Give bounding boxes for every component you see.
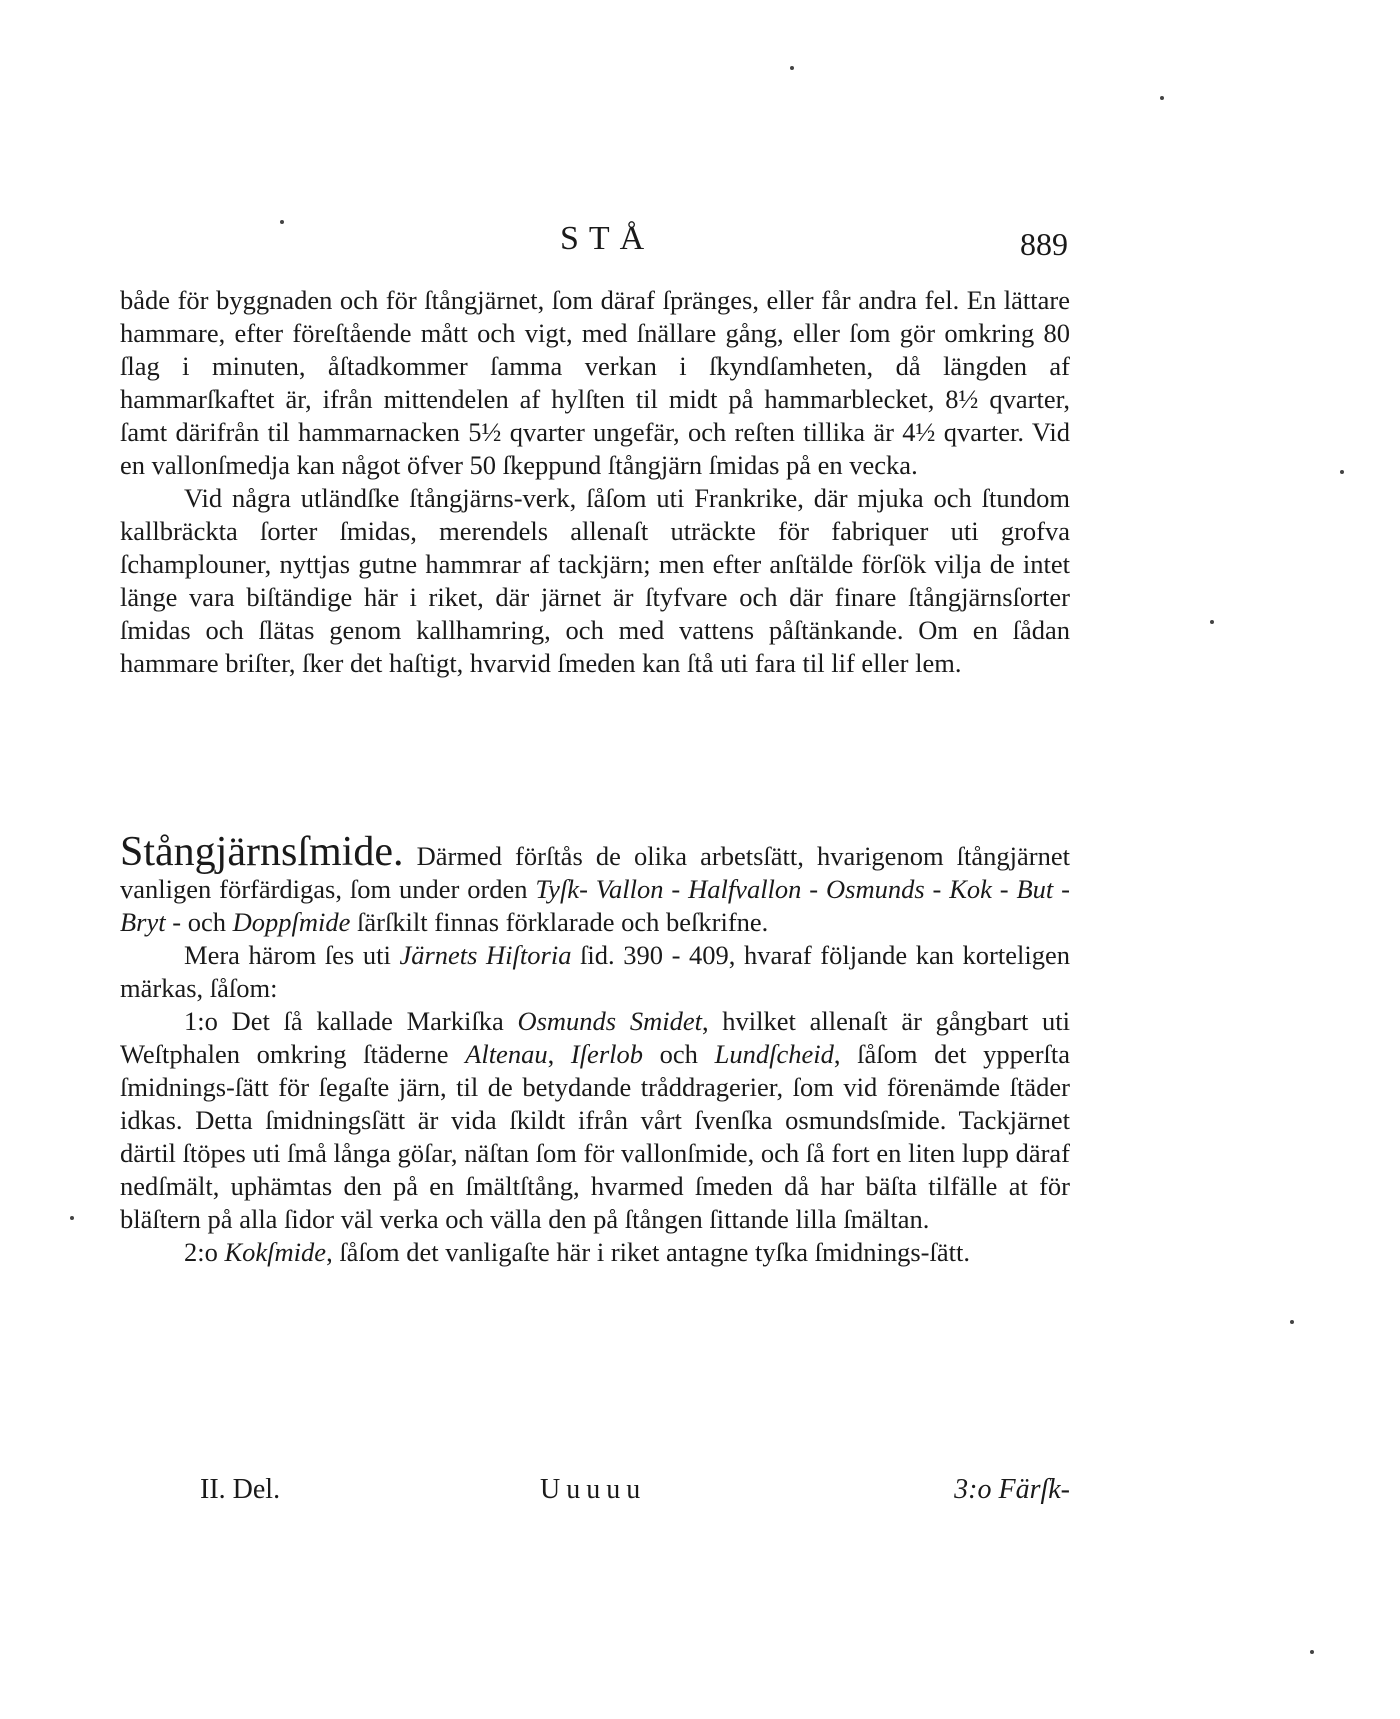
item1-text-a: 1:o Det ſå kallade Markiſka bbox=[184, 1006, 518, 1036]
scan-speck bbox=[1290, 1320, 1294, 1324]
entry-definition-a: Därmed förſtås de olika arbetsſätt, hvarigenom ſtångjärnet vanligen förfärdigas, ſom under orden bbox=[120, 841, 1070, 904]
item1-term: Osmunds Smidet bbox=[517, 1006, 702, 1036]
running-title: STÅ bbox=[560, 220, 655, 257]
page-number: 889 bbox=[1020, 226, 1068, 262]
item1-place-altenau: Altenau bbox=[465, 1039, 548, 1069]
entry-term-last: Doppſmide bbox=[232, 907, 351, 937]
mera-book-title: Järnets Hiſtoria bbox=[399, 940, 572, 970]
paragraph-continuation: både för byggnaden och för ſtångjärnet, ſom däraf ſpränges, eller får andra fel. En lättare hammare, efter föreſtående mått och vigt, med ſnällare gång, eller ſom gör omkring 80 ſlag i minuten, åſtadkommer ſamma verkan i ſkyndſamheten, då längden af hammarſkaftet är, ifrån mittendelen af hylſten til midt på hammarblecket, 8½ qvarter, ſamt därifrån til hammarnacken 5½ qvarter ungefär, och reſten tillika är 4½ qvarter. Vid en vallonſmedja kan något öfver 50 ſkeppund ſtångjärn ſmidas på en vecka. bbox=[120, 285, 1070, 480]
scan-speck bbox=[790, 66, 794, 70]
item1-place-iserlob: Iſerlob bbox=[570, 1039, 643, 1069]
scan-speck bbox=[70, 1216, 74, 1220]
scan-speck bbox=[1340, 470, 1344, 474]
item1-text-b: , hvilket allenaſt är gångbart uti Weſtphalen omkring ſtäderne bbox=[120, 1006, 1071, 1069]
page-footer bbox=[120, 1474, 1070, 1514]
sheet-marker: Uuuuu bbox=[540, 1474, 647, 1505]
entry-terms: Tyſk- Vallon - Halfvallon - Osmunds - Kok - But - Bryt - bbox=[120, 874, 1070, 937]
text-block-top bbox=[120, 284, 1070, 680]
entry-definition-c: ſärſkilt finnas förklarade och beſkrifne. bbox=[350, 907, 769, 937]
item1-text-e: , ſåſom det ypperſta ſmidnings-ſätt för ſegaſte järn, til de betydande tråddragerier, ſom vid förenämde ſtäder idkas. Detta ſmidningsſätt är vida ſkildt ifrån vårt ſvenſka osmundsſmide. Tackjärnet därtil ſtöpes uti ſmå långa göſar, näſtan ſom för vallonſmide, och ſå fort en liten lupp däraf nedſmält, uphämtas den på en ſmältſtång, hvarmed ſmeden då har bäſta tilfälle at för bläſtern på alla ſidor väl verka och välla den på ſtången ſittande lilla ſmältan. bbox=[120, 1039, 1071, 1234]
item1-place-lundscheid: Lundſcheid bbox=[714, 1039, 834, 1069]
item2-text-a: 2:o bbox=[184, 1237, 225, 1267]
scan-speck bbox=[1160, 96, 1164, 100]
scan-speck bbox=[1210, 620, 1214, 624]
mera-text-b: ſid. 390 - 409, hvaraf följande kan korteligen märkas, ſåſom: bbox=[120, 940, 1070, 1003]
item2-term: Kokſmide bbox=[224, 1237, 327, 1267]
text-block-entry bbox=[120, 829, 1071, 1269]
mera-text-a: Mera härom ſes uti bbox=[184, 940, 400, 970]
scan-speck bbox=[280, 220, 284, 224]
volume-signature: II. Del. bbox=[200, 1474, 281, 1505]
catchword: 3:o Färſk- bbox=[954, 1474, 1070, 1505]
paragraph-mera bbox=[120, 939, 1070, 1005]
item1-text-c: , bbox=[547, 1039, 571, 1069]
item2-text-b: , ſåſom det vanligaſte här i riket antagne tyſka ſmidnings-ſätt. bbox=[326, 1237, 970, 1267]
entry-definition-b: och bbox=[181, 907, 233, 937]
entry-headword: Stångjärnsſmide. bbox=[120, 829, 404, 875]
scan-speck bbox=[1310, 1650, 1314, 1654]
paragraph-item-1 bbox=[120, 1005, 1070, 1236]
entry-paragraph bbox=[120, 829, 1070, 939]
item1-text-d: och bbox=[643, 1039, 715, 1069]
paragraph-foreign-works: Vid några utländſke ſtångjärns-verk, ſåſom uti Frankrike, där mjuka och ſtundom kallbräckta ſorter ſmidas, merendels allenaſt uträckte för fabriquer uti grofva ſchamplouner, nyttjas gutne hammrar af tackjärn; men efter anſtälde förſök vilja de intet länge vara biſtändige här i riket, där järnet är ſtyfvare och där finare ſtångjärnsſorter ſmidas och ſlätas genom kallhamring, och med vattens påſtänkande. Om en ſådan hammare briſter, ſker det haſtigt, hvarvid ſmeden kan ſtå uti fara til lif eller lem. bbox=[120, 483, 1070, 678]
paragraph-item-2 bbox=[120, 1236, 1070, 1269]
